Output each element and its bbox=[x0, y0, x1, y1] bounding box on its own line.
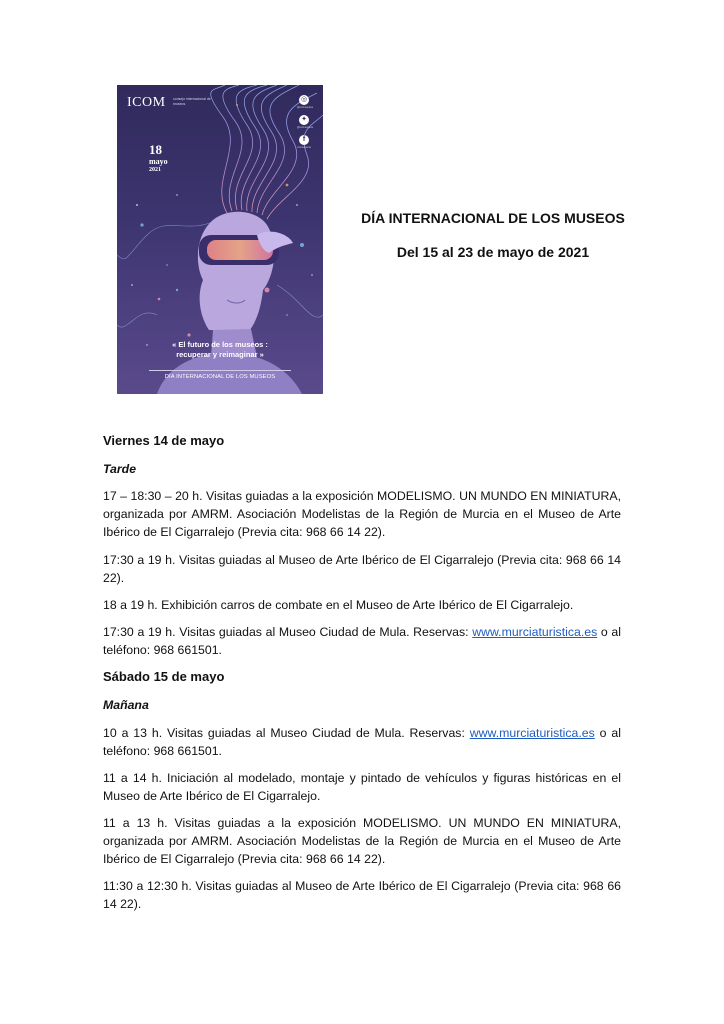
poster-quote-line2: recuperar y reimaginar » bbox=[176, 350, 264, 359]
instagram-icon: ◎ bbox=[300, 96, 308, 103]
facebook-handle: icomespana bbox=[297, 146, 311, 149]
instagram-handle: @icomespana bbox=[297, 106, 314, 109]
event-friday-4-phone: o al teléfono: 968 661501. bbox=[103, 625, 621, 657]
poster-quote-line1: « El futuro de los museos : bbox=[172, 340, 268, 349]
murciaturistica-link[interactable]: www.murciaturistica.es bbox=[472, 625, 598, 639]
event-saturday-1 bbox=[103, 724, 621, 760]
event-friday-4-text: 17:30 a 19 h. Visitas guiadas al Museo Ciudad de Mula. Reservas: bbox=[103, 625, 473, 639]
icom-logo: ICOM bbox=[127, 95, 166, 110]
event-saturday-4: 11:30 a 12:30 h. Visitas guiadas al Museo de Arte Ibérico de El Cigarralejo (Previa cita: 968 66 14 22). bbox=[103, 879, 621, 911]
event-friday-2: 17:30 a 19 h. Visitas guiadas al Museo de Arte Ibérico de El Cigarralejo (Previa cita: 968 66 14 22). bbox=[103, 553, 621, 585]
page-dates: Del 15 al 23 de mayo de 2021 bbox=[396, 244, 590, 260]
event-friday-4 bbox=[103, 623, 621, 659]
poster-facebook bbox=[297, 135, 311, 149]
museum-day-poster bbox=[117, 85, 323, 394]
poster-twitter bbox=[297, 115, 314, 129]
poster-instagram bbox=[297, 95, 314, 109]
period-friday-afternoon: Tarde bbox=[103, 462, 137, 476]
page-title: DÍA INTERNACIONAL DE LOS MUSEOS bbox=[361, 210, 625, 226]
event-saturday-2: 11 a 14 h. Iniciación al modelado, montaje y pintado de vehículos y figuras históricas en el Museo de Arte Ibérico de El Cigarralejo. bbox=[103, 771, 621, 803]
poster-day: 18 bbox=[149, 142, 162, 157]
murciaturistica-link[interactable]: www.murciaturistica.es bbox=[469, 726, 595, 740]
poster-year: 2021 bbox=[149, 167, 161, 173]
poster-quote bbox=[127, 340, 313, 360]
event-saturday-1-text: 10 a 13 h. Visitas guiadas al Museo Ciudad de Mula. Reservas: bbox=[103, 726, 470, 740]
poster-footer: DÍA INTERNACIONAL DE LOS MUSEOS bbox=[164, 374, 276, 380]
day-heading-saturday: Sábado 15 de mayo bbox=[103, 669, 225, 684]
poster-month: mayo bbox=[149, 157, 168, 166]
event-saturday-3: 11 a 13 h. Visitas guiadas a la exposición MODELISMO. UN MUNDO EN MINIATURA, organizada por AMRM. Asociación Modelistas de la Región de Murcia en el Museo de Arte Ibérico de El Cigarralejo (Previa cita: 968 66 14 22). bbox=[103, 816, 621, 866]
day-heading-friday: Viernes 14 de mayo bbox=[103, 433, 225, 448]
period-saturday-morning: Mañana bbox=[103, 698, 149, 712]
twitter-icon: ✦ bbox=[299, 115, 309, 125]
twitter-handle: @icomespana bbox=[297, 126, 314, 129]
event-saturday-1-phone: o al teléfono: 968 661501. bbox=[103, 726, 621, 758]
event-friday-1: 17 – 18:30 – 20 h. Visitas guiadas a la exposición MODELISMO. UN MUNDO EN MINIATURA, organizada por AMRM. Asociación Modelistas de la Región de Murcia en el Museo de Arte Ibérico de El Cigarralejo (Previa cita: 968 66 14 22). bbox=[103, 489, 621, 539]
facebook-icon: f bbox=[299, 135, 309, 145]
icom-subtitle: consejo internacional de museos bbox=[173, 97, 211, 106]
poster-divider bbox=[149, 370, 291, 371]
event-friday-3: 18 a 19 h. Exhibición carros de combate en el Museo de Arte Ibérico de El Cigarralejo. bbox=[103, 598, 574, 612]
